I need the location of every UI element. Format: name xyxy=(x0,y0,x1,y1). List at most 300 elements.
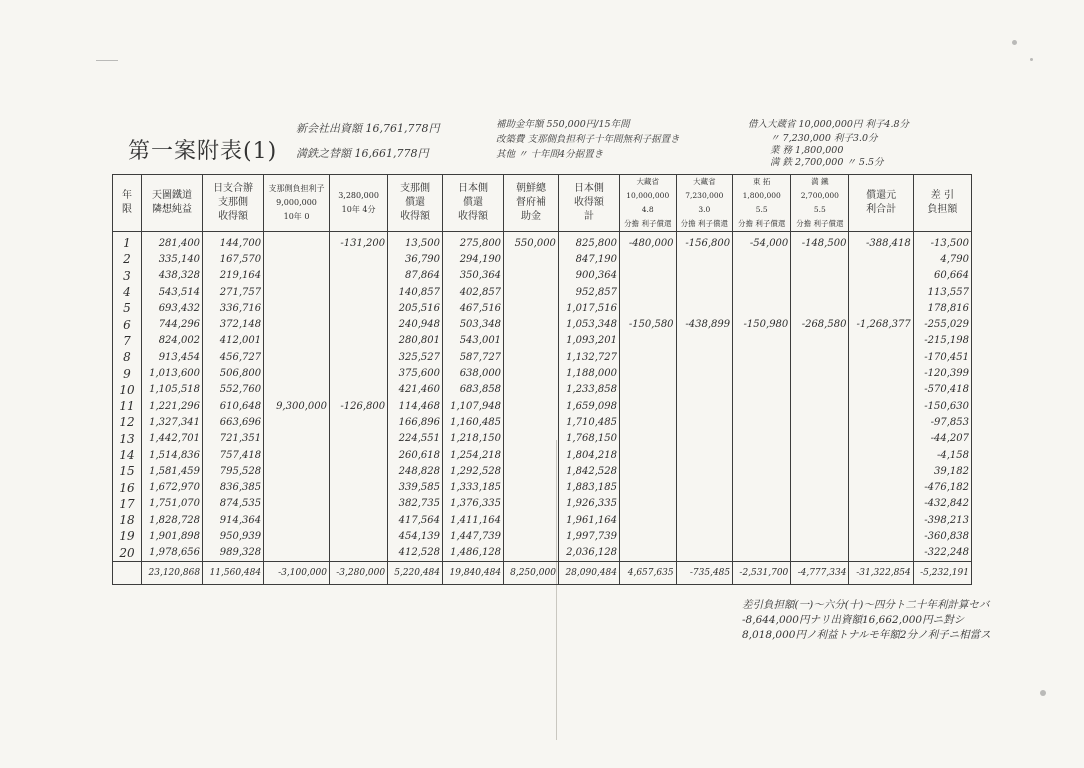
table-cell: 281,400 xyxy=(142,232,203,252)
table-cell: 663,696 xyxy=(203,414,264,430)
table-cell xyxy=(791,447,849,463)
table-cell xyxy=(329,545,387,562)
table-cell: -1,268,377 xyxy=(849,316,913,332)
table-cell xyxy=(849,398,913,414)
table-cell xyxy=(619,447,676,463)
table-cell xyxy=(264,316,330,332)
table-cell: -570,418 xyxy=(913,382,971,398)
table-cell: 989,328 xyxy=(203,545,264,562)
table-cell xyxy=(264,512,330,528)
year-cell: 7 xyxy=(113,333,142,349)
table-cell: -148,500 xyxy=(791,232,849,252)
table-cell xyxy=(791,479,849,495)
table-cell: 721,351 xyxy=(203,431,264,447)
table-row xyxy=(113,284,972,300)
table-cell: -150,980 xyxy=(733,316,791,332)
table-cell xyxy=(676,512,733,528)
table-cell: 587,727 xyxy=(443,349,504,365)
table-cell xyxy=(504,398,559,414)
table-cell xyxy=(733,479,791,495)
scan-speck xyxy=(1040,690,1046,696)
table-cell xyxy=(504,414,559,430)
year-cell: 20 xyxy=(113,545,142,562)
table-cell xyxy=(733,463,791,479)
table-cell: 1,486,128 xyxy=(443,545,504,562)
table-cell: 1,376,335 xyxy=(443,496,504,512)
table-cell: 543,001 xyxy=(443,333,504,349)
table-row xyxy=(113,545,972,562)
table-cell xyxy=(733,284,791,300)
table-cell xyxy=(504,300,559,316)
table-cell xyxy=(733,512,791,528)
total-cell: -31,322,854 xyxy=(849,561,913,584)
table-cell: 836,385 xyxy=(203,479,264,495)
table-cell xyxy=(264,479,330,495)
table-cell xyxy=(264,365,330,381)
table-cell xyxy=(264,300,330,316)
footnote-line: 8,018,000円ノ利益トナルモ年額2分ノ利子ニ相當ス xyxy=(742,629,991,641)
table-cell: 1,160,485 xyxy=(443,414,504,430)
table-cell xyxy=(849,268,913,284)
table-cell: 950,939 xyxy=(203,528,264,544)
table-cell: -476,182 xyxy=(913,479,971,495)
table-cell xyxy=(264,545,330,562)
header-note: 満 鉄 2,700,000 〃 5.5分 xyxy=(770,157,884,168)
table-cell: 372,148 xyxy=(203,316,264,332)
table-cell: 952,857 xyxy=(558,284,619,300)
table-cell xyxy=(791,463,849,479)
footnote xyxy=(742,598,991,643)
table-cell xyxy=(504,349,559,365)
table-cell: 847,190 xyxy=(558,251,619,267)
table-cell: 339,585 xyxy=(388,479,443,495)
table-cell xyxy=(264,414,330,430)
table-cell xyxy=(619,528,676,544)
table-cell xyxy=(619,349,676,365)
column-header: 東 拓 1,800,000 5.5 分擔 利子償還 xyxy=(733,175,791,232)
table-cell xyxy=(849,251,913,267)
table-cell xyxy=(619,414,676,430)
year-cell: 4 xyxy=(113,284,142,300)
table-cell: 1,053,348 xyxy=(558,316,619,332)
year-cell: 6 xyxy=(113,316,142,332)
table-cell xyxy=(329,365,387,381)
table-cell xyxy=(676,398,733,414)
table-cell: 114,468 xyxy=(388,398,443,414)
table-cell xyxy=(504,431,559,447)
header-note: 改築費 支那側負担利子十年間無利子据置き xyxy=(496,134,680,145)
table-cell xyxy=(264,431,330,447)
table-cell xyxy=(619,463,676,479)
year-cell: 3 xyxy=(113,268,142,284)
table-cell xyxy=(849,300,913,316)
table-cell xyxy=(504,268,559,284)
table-cell: 2,036,128 xyxy=(558,545,619,562)
table-cell xyxy=(733,382,791,398)
table-cell xyxy=(504,512,559,528)
table-cell: 454,139 xyxy=(388,528,443,544)
table-cell xyxy=(504,333,559,349)
table-cell xyxy=(329,284,387,300)
table-cell xyxy=(504,528,559,544)
table-cell: 1,411,164 xyxy=(443,512,504,528)
table-cell xyxy=(619,382,676,398)
table-cell xyxy=(264,232,330,252)
table-cell: 248,828 xyxy=(388,463,443,479)
table-cell: 9,300,000 xyxy=(264,398,330,414)
table-cell xyxy=(791,333,849,349)
year-cell: 14 xyxy=(113,447,142,463)
table-cell xyxy=(504,382,559,398)
table-cell: 1,804,218 xyxy=(558,447,619,463)
table-cell: 503,348 xyxy=(443,316,504,332)
table-cell xyxy=(849,365,913,381)
table-cell: 550,000 xyxy=(504,232,559,252)
table-cell: 350,364 xyxy=(443,268,504,284)
table-cell: 275,800 xyxy=(443,232,504,252)
header-note: 新会社出資額 16,761,778円 xyxy=(296,122,440,135)
table-cell xyxy=(733,431,791,447)
table-cell xyxy=(676,284,733,300)
table-cell: 1,581,459 xyxy=(142,463,203,479)
total-cell: -4,777,334 xyxy=(791,561,849,584)
footnote-line: -8,644,000円ナリ出資額16,662,000円ニ對シ xyxy=(742,614,965,626)
table-cell: 438,328 xyxy=(142,268,203,284)
table-row xyxy=(113,463,972,479)
table-cell xyxy=(504,496,559,512)
table-cell xyxy=(733,398,791,414)
table-cell xyxy=(329,528,387,544)
table-cell xyxy=(329,496,387,512)
table-cell: 1,093,201 xyxy=(558,333,619,349)
table-cell: -432,842 xyxy=(913,496,971,512)
table-cell xyxy=(619,431,676,447)
table-cell: 4,790 xyxy=(913,251,971,267)
table-cell: 1,901,898 xyxy=(142,528,203,544)
table-cell xyxy=(849,528,913,544)
table-cell xyxy=(619,479,676,495)
year-cell: 16 xyxy=(113,479,142,495)
table-cell: 39,182 xyxy=(913,463,971,479)
table-cell xyxy=(791,414,849,430)
year-cell: 12 xyxy=(113,414,142,430)
table-cell xyxy=(676,447,733,463)
table-cell: -150,630 xyxy=(913,398,971,414)
table-cell xyxy=(733,268,791,284)
table-cell: 144,700 xyxy=(203,232,264,252)
table-cell xyxy=(676,479,733,495)
table-cell: 1,447,739 xyxy=(443,528,504,544)
table-cell: 36,790 xyxy=(388,251,443,267)
table-cell xyxy=(329,300,387,316)
total-cell: -3,100,000 xyxy=(264,561,330,584)
column-header: 日支合辦 支那側 收得額 xyxy=(203,175,264,232)
column-header: 支那側負担利子 9,000,000 10年 0 xyxy=(264,175,330,232)
table-cell: 417,564 xyxy=(388,512,443,528)
table-cell: -97,853 xyxy=(913,414,971,430)
table-cell: 224,551 xyxy=(388,431,443,447)
table-cell: 610,648 xyxy=(203,398,264,414)
table-cell xyxy=(619,251,676,267)
table-cell xyxy=(849,447,913,463)
table-cell: 335,140 xyxy=(142,251,203,267)
table-cell: 693,432 xyxy=(142,300,203,316)
total-cell: 4,657,635 xyxy=(619,561,676,584)
table-cell xyxy=(733,496,791,512)
table-cell xyxy=(849,349,913,365)
table-cell xyxy=(676,496,733,512)
table-cell xyxy=(504,284,559,300)
table-cell: 87,864 xyxy=(388,268,443,284)
table-cell xyxy=(264,333,330,349)
table-cell xyxy=(849,333,913,349)
year-cell: 9 xyxy=(113,365,142,381)
table-cell: 1,188,000 xyxy=(558,365,619,381)
table-cell: 1,327,341 xyxy=(142,414,203,430)
table-cell: 543,514 xyxy=(142,284,203,300)
column-header: 3,280,000 10年 4分 xyxy=(329,175,387,232)
table-cell xyxy=(676,382,733,398)
header-note: 借入大蔵省 10,000,000円 利子4.8分 xyxy=(748,119,910,130)
year-cell: 10 xyxy=(113,382,142,398)
table-cell: 874,535 xyxy=(203,496,264,512)
table-row xyxy=(113,349,972,365)
year-cell: 2 xyxy=(113,251,142,267)
table-cell: 1,233,858 xyxy=(558,382,619,398)
table-cell: 795,528 xyxy=(203,463,264,479)
table-cell xyxy=(849,545,913,562)
table-cell: 1,105,518 xyxy=(142,382,203,398)
table-cell xyxy=(264,447,330,463)
table-cell: 402,857 xyxy=(443,284,504,300)
table-cell: 1,442,701 xyxy=(142,431,203,447)
table-cell xyxy=(849,414,913,430)
table-cell xyxy=(329,333,387,349)
table-row xyxy=(113,382,972,398)
total-cell: -5,232,191 xyxy=(913,561,971,584)
table-cell: -438,899 xyxy=(676,316,733,332)
table-row xyxy=(113,232,972,252)
table-cell: 219,164 xyxy=(203,268,264,284)
table-cell: -360,838 xyxy=(913,528,971,544)
table-row xyxy=(113,431,972,447)
table-cell: 336,716 xyxy=(203,300,264,316)
table-cell: 271,757 xyxy=(203,284,264,300)
table-header xyxy=(113,175,972,232)
footnote-line: 差引負担額(一)～六分(十)～四分ト二十年利計算セバ xyxy=(742,599,990,611)
table-row xyxy=(113,398,972,414)
total-cell: -3,280,000 xyxy=(329,561,387,584)
table-cell: 552,760 xyxy=(203,382,264,398)
table-cell xyxy=(791,300,849,316)
table-cell: -388,418 xyxy=(849,232,913,252)
table-row xyxy=(113,414,972,430)
table-cell: 1,710,485 xyxy=(558,414,619,430)
table-cell: 1,254,218 xyxy=(443,447,504,463)
table-cell xyxy=(791,545,849,562)
table-cell: 412,528 xyxy=(388,545,443,562)
table-cell: 456,727 xyxy=(203,349,264,365)
table-row xyxy=(113,333,972,349)
table-row xyxy=(113,512,972,528)
table-cell xyxy=(329,268,387,284)
total-cell: -735,485 xyxy=(676,561,733,584)
table-cell xyxy=(733,414,791,430)
table-cell xyxy=(733,447,791,463)
table-cell: 1,218,150 xyxy=(443,431,504,447)
table-cell: 167,570 xyxy=(203,251,264,267)
table-cell xyxy=(504,316,559,332)
table-cell xyxy=(329,349,387,365)
table-cell: 166,896 xyxy=(388,414,443,430)
header-note: 満鉄之替額 16,661,778円 xyxy=(296,147,429,160)
table-cell xyxy=(676,300,733,316)
table-cell xyxy=(791,431,849,447)
table-cell xyxy=(619,512,676,528)
table-cell: 467,516 xyxy=(443,300,504,316)
header-note: 〃 7,230,000 利子3.0分 xyxy=(770,133,878,144)
table-cell xyxy=(619,284,676,300)
table-cell: 825,800 xyxy=(558,232,619,252)
table-cell xyxy=(264,268,330,284)
table-cell xyxy=(619,398,676,414)
table-cell: 260,618 xyxy=(388,447,443,463)
table-cell xyxy=(676,333,733,349)
header-note: 其他 〃 十年間4分据置き xyxy=(496,149,604,160)
table-cell: 1,768,150 xyxy=(558,431,619,447)
table-cell: 1,013,600 xyxy=(142,365,203,381)
year-cell: 18 xyxy=(113,512,142,528)
scan-speck xyxy=(96,60,118,61)
table-row xyxy=(113,365,972,381)
table-cell xyxy=(264,496,330,512)
table-cell: 1,017,516 xyxy=(558,300,619,316)
table-row xyxy=(113,251,972,267)
table-cell: -126,800 xyxy=(329,398,387,414)
table-body xyxy=(113,232,972,585)
table-cell: -44,207 xyxy=(913,431,971,447)
table-cell xyxy=(849,382,913,398)
table-cell: 1,751,070 xyxy=(142,496,203,512)
table-cell: 178,816 xyxy=(913,300,971,316)
table-cell xyxy=(733,300,791,316)
table-row xyxy=(113,268,972,284)
table-cell: 421,460 xyxy=(388,382,443,398)
table-cell: -120,399 xyxy=(913,365,971,381)
table-cell xyxy=(733,251,791,267)
table-row xyxy=(113,479,972,495)
table-cell xyxy=(619,496,676,512)
table-cell: 1,883,185 xyxy=(558,479,619,495)
table-cell: 205,516 xyxy=(388,300,443,316)
column-header: 大藏省 7,230,000 3.0 分擔 利子償還 xyxy=(676,175,733,232)
year-cell: 17 xyxy=(113,496,142,512)
table-cell: -322,248 xyxy=(913,545,971,562)
table-cell xyxy=(676,365,733,381)
table-cell xyxy=(676,349,733,365)
table-cell xyxy=(791,512,849,528)
table-cell: 1,221,296 xyxy=(142,398,203,414)
table-cell xyxy=(504,463,559,479)
table-cell: -150,580 xyxy=(619,316,676,332)
table-cell xyxy=(619,268,676,284)
header-note: 業 務 1,800,000 xyxy=(770,145,844,156)
table-cell: 506,800 xyxy=(203,365,264,381)
table-cell xyxy=(329,414,387,430)
table-cell xyxy=(329,463,387,479)
table-cell xyxy=(791,349,849,365)
table-cell: 325,527 xyxy=(388,349,443,365)
table-cell: 113,557 xyxy=(913,284,971,300)
table-cell xyxy=(329,316,387,332)
table-row xyxy=(113,496,972,512)
table-cell xyxy=(676,463,733,479)
table-cell xyxy=(329,251,387,267)
table-row xyxy=(113,300,972,316)
table-cell: 240,948 xyxy=(388,316,443,332)
table-cell xyxy=(504,545,559,562)
table-cell: 294,190 xyxy=(443,251,504,267)
table-cell xyxy=(264,284,330,300)
table-cell: 913,454 xyxy=(142,349,203,365)
total-cell: 19,840,484 xyxy=(443,561,504,584)
year-cell: 5 xyxy=(113,300,142,316)
table-cell xyxy=(791,251,849,267)
total-cell xyxy=(113,561,142,584)
column-header: 支那側 償還 收得額 xyxy=(388,175,443,232)
table-cell: -215,198 xyxy=(913,333,971,349)
table-cell xyxy=(676,268,733,284)
table-row xyxy=(113,316,972,332)
total-cell: 8,250,000 xyxy=(504,561,559,584)
table-cell: 412,001 xyxy=(203,333,264,349)
column-header: 朝鮮總 督府補 助金 xyxy=(504,175,559,232)
table-cell: 382,735 xyxy=(388,496,443,512)
financial-table xyxy=(112,174,972,585)
table-cell: 1,828,728 xyxy=(142,512,203,528)
table-cell: -4,158 xyxy=(913,447,971,463)
header-note: 補助金年額 550,000円/15年間 xyxy=(496,119,630,130)
table-cell xyxy=(849,496,913,512)
column-header: 大藏省 10,000,000 4.8 分擔 利子償還 xyxy=(619,175,676,232)
table-cell xyxy=(733,528,791,544)
table-cell xyxy=(329,447,387,463)
table-cell xyxy=(619,300,676,316)
table-cell xyxy=(264,251,330,267)
table-cell xyxy=(676,545,733,562)
table-cell: 1,659,098 xyxy=(558,398,619,414)
year-cell: 15 xyxy=(113,463,142,479)
table-cell xyxy=(504,365,559,381)
table-cell: 1,292,528 xyxy=(443,463,504,479)
table-cell xyxy=(504,447,559,463)
table-cell xyxy=(676,251,733,267)
scan-speck xyxy=(1030,58,1033,61)
table-cell: -54,000 xyxy=(733,232,791,252)
table-cell xyxy=(791,382,849,398)
table-cell xyxy=(329,382,387,398)
year-cell: 8 xyxy=(113,349,142,365)
table-row xyxy=(113,528,972,544)
table-cell: -255,029 xyxy=(913,316,971,332)
table-cell xyxy=(733,365,791,381)
table-cell: 1,107,948 xyxy=(443,398,504,414)
table-cell xyxy=(733,349,791,365)
page-title: 第一案附表(1) xyxy=(128,139,278,164)
column-header: 日本側 償還 收得額 xyxy=(443,175,504,232)
table-cell xyxy=(849,431,913,447)
table-cell: 824,002 xyxy=(142,333,203,349)
